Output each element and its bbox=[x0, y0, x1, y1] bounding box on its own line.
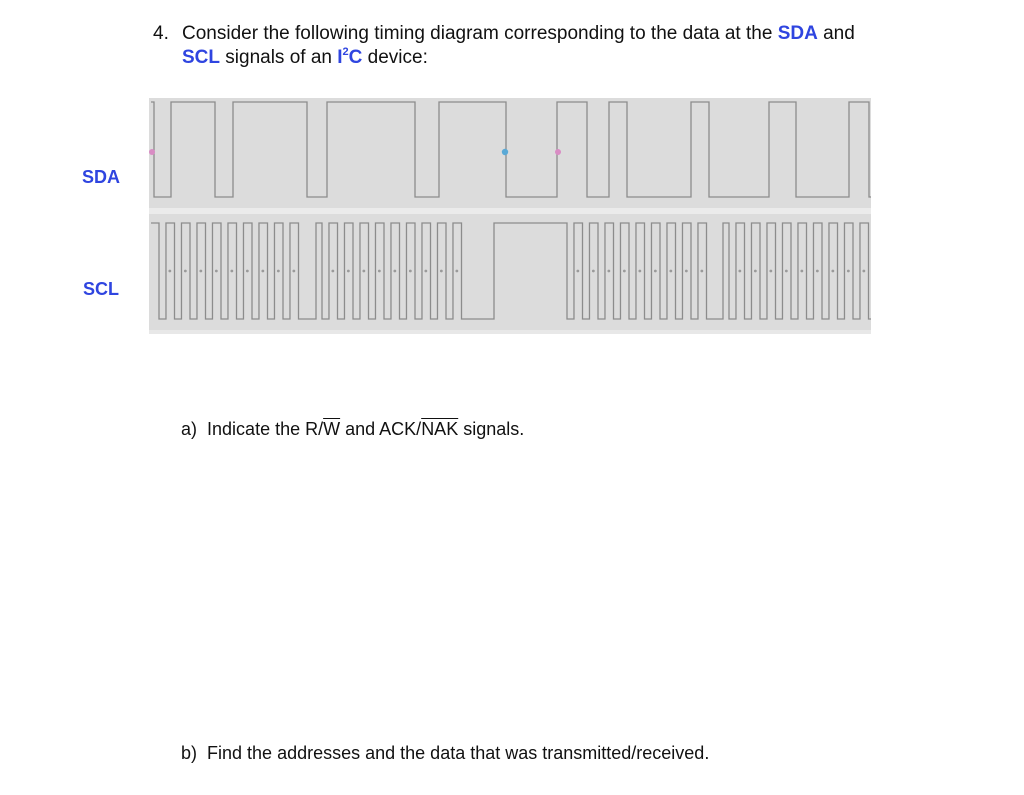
scl-sample-tick bbox=[607, 270, 610, 273]
scl-sample-tick bbox=[576, 270, 579, 273]
marker-stop-condition bbox=[555, 149, 561, 155]
scl-sample-tick bbox=[800, 270, 803, 273]
scl-label: SCL bbox=[83, 279, 119, 299]
scl-sample-tick bbox=[362, 270, 365, 273]
question-text-part: and bbox=[823, 23, 855, 44]
part-b-text: Find the addresses and the data that was transmitted/received. bbox=[207, 743, 710, 763]
scl-sample-tick bbox=[199, 270, 202, 273]
scl-sample-tick bbox=[261, 270, 264, 273]
scl-sample-tick bbox=[424, 270, 427, 273]
question-text-part: device: bbox=[367, 47, 428, 68]
scl-sample-tick bbox=[168, 270, 171, 273]
sda-panel bbox=[149, 98, 871, 208]
sda-highlight: SDA bbox=[777, 23, 818, 44]
part-a-text: and ACK/ bbox=[345, 419, 422, 439]
part-a-text: signals. bbox=[463, 419, 525, 439]
part-a-nak-overline: $\overline{NAK}$ bbox=[421, 419, 459, 439]
scl-sample-tick bbox=[592, 270, 595, 273]
scl-sample-tick bbox=[754, 270, 757, 273]
scl-sample-tick bbox=[831, 270, 834, 273]
scl-sample-tick bbox=[292, 270, 295, 273]
part-a-prefix: a) bbox=[181, 419, 198, 439]
question-text-part: signals of an bbox=[225, 47, 332, 68]
scl-sample-tick bbox=[347, 270, 350, 273]
scl-highlight: SCL bbox=[182, 47, 220, 68]
scl-sample-tick bbox=[654, 270, 657, 273]
panel-bottom-edge bbox=[149, 330, 871, 334]
scl-sample-tick bbox=[331, 270, 334, 273]
sda-label: SDA bbox=[82, 167, 121, 187]
scl-sample-tick bbox=[700, 270, 703, 273]
scl-sample-tick bbox=[246, 270, 249, 273]
scl-sample-tick bbox=[440, 270, 443, 273]
marker-start-condition bbox=[149, 149, 155, 155]
scl-sample-tick bbox=[738, 270, 741, 273]
question-number: 4. bbox=[153, 23, 169, 44]
scl-sample-tick bbox=[816, 270, 819, 273]
marker-repeated-start bbox=[502, 149, 508, 155]
scl-sample-tick bbox=[393, 270, 396, 273]
question-part-a bbox=[181, 419, 524, 440]
scl-sample-tick bbox=[378, 270, 381, 273]
scl-sample-tick bbox=[215, 270, 218, 273]
question-text bbox=[153, 22, 953, 70]
scl-sample-tick bbox=[669, 270, 672, 273]
scl-sample-tick bbox=[230, 270, 233, 273]
scl-sample-tick bbox=[862, 270, 865, 273]
scl-sample-tick bbox=[409, 270, 412, 273]
scl-sample-tick bbox=[847, 270, 850, 273]
scl-sample-tick bbox=[785, 270, 788, 273]
i2c-highlight: $I^2C$ bbox=[337, 45, 363, 68]
scl-sample-tick bbox=[455, 270, 458, 273]
question-part-b bbox=[181, 743, 709, 764]
scl-sample-tick bbox=[623, 270, 626, 273]
scl-sample-tick bbox=[277, 270, 280, 273]
part-a-text: Indicate the R/ bbox=[207, 419, 324, 439]
question-line-2 bbox=[153, 46, 953, 70]
timing-diagram bbox=[149, 98, 871, 334]
scl-panel bbox=[149, 214, 871, 330]
question-text-part: Consider the following timing diagram corresponding to the data at the bbox=[182, 23, 773, 44]
part-b-prefix: b) bbox=[181, 743, 198, 763]
scl-sample-tick bbox=[685, 270, 688, 273]
part-a-w-overline: $\overline{W}$ bbox=[323, 419, 341, 439]
question-line-1 bbox=[153, 22, 953, 46]
scl-sample-tick bbox=[638, 270, 641, 273]
scl-sample-tick bbox=[769, 270, 772, 273]
scl-sample-tick bbox=[184, 270, 187, 273]
panel-gap bbox=[149, 208, 871, 214]
